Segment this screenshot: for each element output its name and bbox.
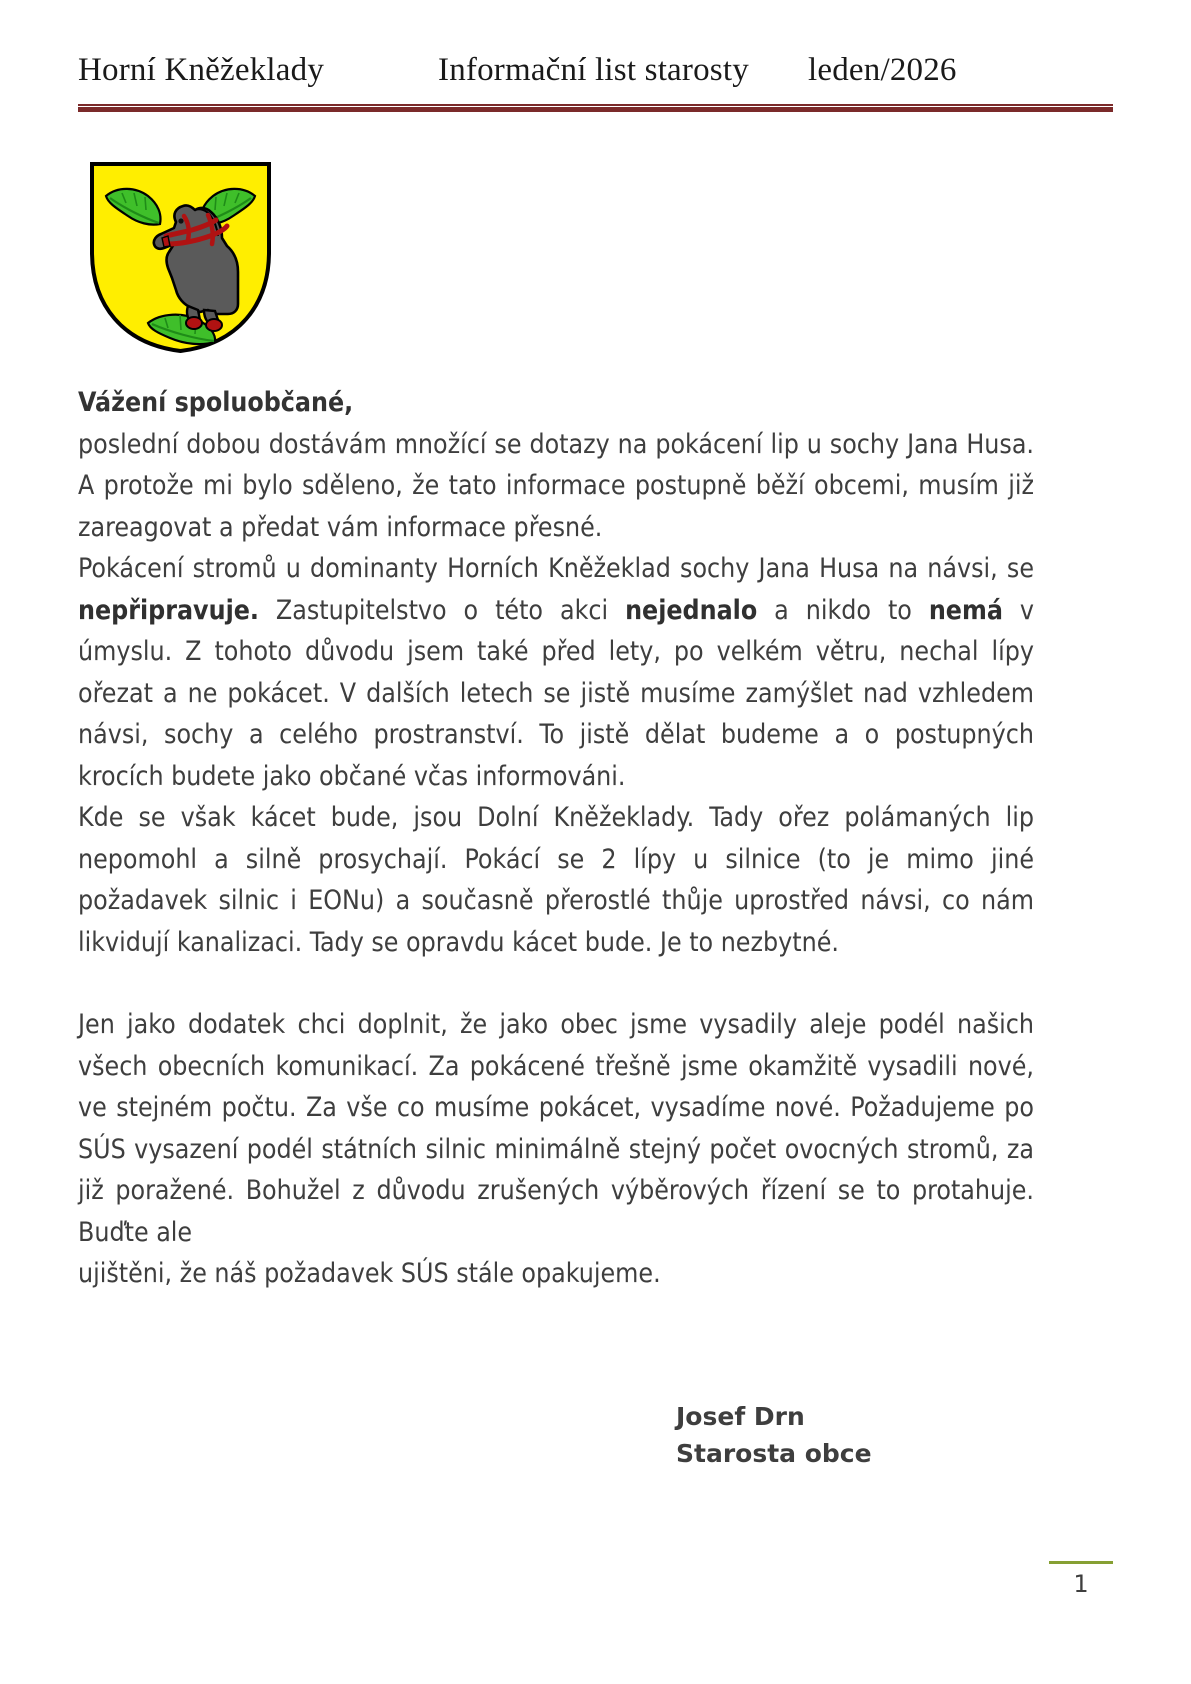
- letter-paragraph-2: [78, 548, 1034, 797]
- page-header: [78, 52, 1113, 89]
- letter-body: [78, 382, 1034, 1295]
- letter-paragraph-4: Jen jako dodatek chci doplnit, že jako obec jsme vysadily aleje podél našich všech obecních komunikací. Za pokácené třešně jsme okamžitě vysadili nové, ve stejném počtu. Za vše co musíme pokácet, vysadíme nové. Požadujeme po SÚS vysazení podél státních silnic minimálně stejný počet ovocných stromů, za již poražené. Bohužel z důvodu zrušených výběrových řízení se to protahuje. Buďte ale: [78, 1009, 1034, 1248]
- letter-paragraph-1: [78, 424, 1034, 549]
- letter-paragraph-4-tail: ujištěni, že náš požadavek SÚS stále opakujeme.: [78, 1258, 661, 1289]
- paragraph-2-emphasis-nejednalo: nejednalo: [625, 594, 758, 626]
- letter-salutation: Vážení spoluobčané,: [78, 387, 354, 418]
- signature-name: Josef Drn: [676, 1402, 805, 1431]
- paragraph-1-text: poslední dobou dostávám množící se dotazy na pokácení lip u sochy Jana Husa. A protože mi bylo sděleno, že tato informace postupně běží obcemi, musím již zareagovat a předat vám informace přesné.: [78, 428, 1034, 543]
- letter-paragraph-3: Kde se však kácet bude, jsou Dolní Kněžeklady. Tady ořez polámaných lip nepomohl a silně prosychají. Pokácí se 2 lípy u silnice (to je mimo jiné požadavek silnic i EONu) a současně přerostlé thůje uprostřed návsi, co nám likvidují kanalizaci. Tady se opravdu kácet bude. Je to nezbytné.: [78, 802, 1034, 958]
- footer-divider-rule: [1049, 1561, 1113, 1564]
- coat-of-arms-svg: [88, 160, 273, 355]
- header-issue-date: leden/2026: [808, 52, 957, 88]
- paragraph-2-segment-c: a nikdo to: [757, 594, 929, 626]
- horse-eye: [178, 218, 183, 223]
- signature-block: [676, 1398, 872, 1472]
- paragraph-spacer: [78, 963, 1034, 1004]
- header-divider-thick-line: [78, 107, 1113, 112]
- coat-of-arms: [88, 160, 273, 355]
- paragraph-2-segment-a: Pokácení stromů u dominanty Horních Kněžeklad sochy Jana Husa na návsi, se: [78, 553, 1034, 584]
- paragraph-2-segment-b: Zastupitelstvo o této akci: [258, 594, 626, 626]
- header-divider-thin-line: [78, 104, 1113, 106]
- header-village-name: Horní Kněžeklady: [78, 52, 325, 88]
- page-number: 1: [1073, 1570, 1089, 1598]
- hoof-right: [206, 319, 222, 331]
- paragraph-2-segment-d: v úmyslu. Z tohoto důvodu jsem také před lety, po velkém větru, nechal lípy ořezat a ne pokácet. V dalších letech se jistě musíme zamýšlet nad vzhledem návsi, sochy a celého prostranství. To jistě dělat budeme a o postupných krocích budete jako občané včas informováni.: [78, 594, 1034, 792]
- header-line: [78, 52, 1113, 89]
- header-bulletin-title: Informační list starosty: [438, 52, 749, 88]
- paragraph-2-emphasis-nema: nemá: [928, 594, 1003, 626]
- hoof-left: [186, 317, 202, 329]
- header-divider-rule: [78, 104, 1113, 113]
- page-footer: [1049, 1561, 1113, 1598]
- paragraph-2-emphasis-neprirpavuje: nepřipravuje.: [78, 594, 259, 626]
- signature-role: Starosta obce: [676, 1439, 872, 1468]
